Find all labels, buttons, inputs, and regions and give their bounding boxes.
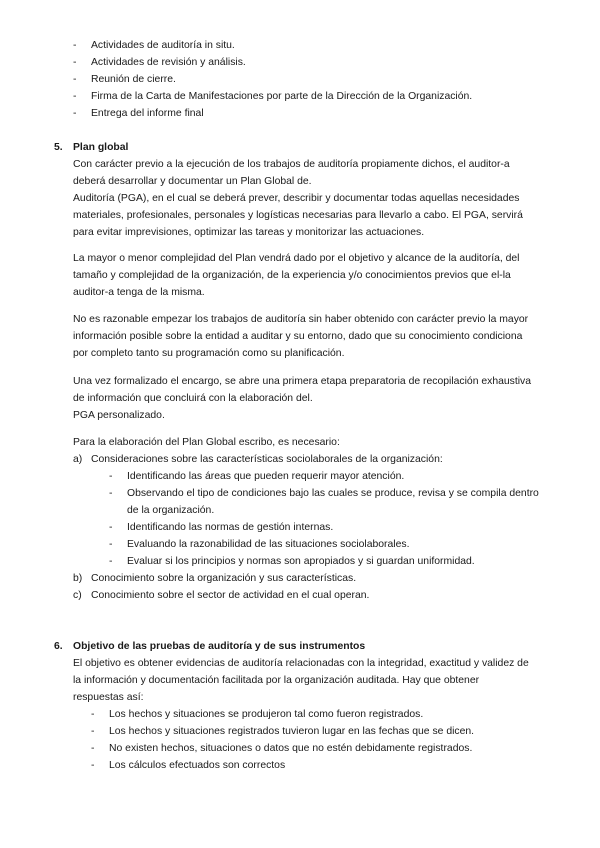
item-letter: b) [73,573,83,584]
section-5-paragraph-4 [73,373,543,424]
section-5-paragraph-5 [73,434,543,451]
dash-marker: - [91,743,95,754]
paragraph-line: El objetivo es obtener evidencias de auditoría relacionadas con la integridad, exactitud y validez de [73,658,529,669]
dash-marker: - [73,40,77,51]
section-6-title: Objetivo de las pruebas de auditoría y de sus instrumentos [73,641,366,652]
list-item [0,54,600,71]
dash-marker: - [73,74,77,85]
paragraph-line: deberá desarrollar y documentar un Plan Global de. [73,176,312,187]
paragraph-line: por completo tanto su programación como su planificación. [73,348,345,359]
section-5-paragraph-2 [73,250,543,301]
list-item-text: Los cálculos efectuados son correctos [109,760,286,771]
dash-marker: - [91,760,95,771]
paragraph-line: tamaño y complejidad de la organización, de la experiencia y/o conocimientos previos que el-la [73,270,511,281]
sub-item-line: Observando el tipo de condiciones bajo las cuales se produce, revisa y se compila dentro [127,488,539,499]
list-item [0,706,600,723]
list-item [0,71,600,88]
sub-item-text [127,536,567,553]
sub-item-text [127,485,567,519]
sub-item-line: Identificando las normas de gestión internas. [127,522,334,533]
list-item-text: Reunión de cierre. [91,74,176,85]
dash-marker: - [109,556,113,567]
dash-marker: - [109,488,113,499]
sub-item-text [127,468,567,485]
dash-marker: - [109,522,113,533]
paragraph-line: No es razonable empezar los trabajos de auditoría sin haber obtenido con carácter previo la mayor [73,314,529,325]
paragraph-line: Una vez formalizado el encargo, se abre una primera etapa preparatoria de recopilación exhaustiva [73,376,532,387]
paragraph-line: materiales, profesionales, personales y logísticas necesarias para llevarlo a cabo. El PGA, servirá [73,210,523,221]
sub-item-line: Evaluar si los principios y normas son apropiados y si guardan uniformidad. [127,556,475,567]
list-item-text: Los hechos y situaciones se produjeron tal como fueron registrados. [109,709,424,720]
dash-marker: - [109,539,113,550]
item-text: Conocimiento sobre la organización y sus características. [91,573,357,584]
sub-item-line: de la organización. [127,505,215,516]
section-5-paragraph-3 [73,311,543,362]
list-item-text: Firma de la Carta de Manifestaciones por parte de la Dirección de la Organización. [91,91,473,102]
lettered-item-a [0,451,600,468]
item-text: Conocimiento sobre el sector de actividad en el cual operan. [91,590,370,601]
dash-marker: - [73,91,77,102]
paragraph-line: Para la elaboración del Plan Global escribo, es necesario: [73,437,340,448]
item-letter: a) [73,454,83,465]
list-item [0,105,600,122]
section-5-title: Plan global [73,142,129,153]
section-6-number: 6. [54,641,63,652]
lettered-item-c [0,587,600,604]
section-5-paragraph-1 [73,156,543,241]
sub-item-line: Identificando las áreas que pueden requerir mayor atención. [127,471,405,482]
list-item [0,37,600,54]
dash-marker: - [73,108,77,119]
list-item-text: Entrega del informe final [91,108,204,119]
list-item-text: Los hechos y situaciones registrados tuvieron lugar en las fechas que se dicen. [109,726,475,737]
paragraph-line: de información que concluirá con la elaboración del. [73,393,313,404]
sub-item-text [127,519,567,536]
paragraph-line: respuestas así: [73,692,144,703]
dash-marker: - [91,709,95,720]
dash-marker: - [73,57,77,68]
sub-item-text [127,553,567,570]
paragraph-line: PGA personalizado. [73,410,165,421]
sub-item-line: Evaluando la razonabilidad de las situaciones sociolaborales. [127,539,410,550]
item-text: Consideraciones sobre las características sociolaborales de la organización: [91,454,443,465]
dash-marker: - [109,471,113,482]
list-item [0,88,600,105]
item-letter: c) [73,590,82,601]
list-item [0,740,600,757]
section-6-paragraph-1 [73,655,543,706]
paragraph-line: la información y documentación facilitada por la organización auditada. Hay que obtener [73,675,480,686]
list-item [0,723,600,740]
paragraph-line: La mayor o menor complejidad del Plan vendrá dado por el objetivo y alcance de la auditoría, del [73,253,520,264]
paragraph-line: información posible sobre la entidad a auditar y su entorno, dado que su conocimiento condiciona [73,331,523,342]
lettered-item-b [0,570,600,587]
paragraph-line: auditor-a tenga de la misma. [73,287,205,298]
paragraph-line: Con carácter previo a la ejecución de los trabajos de auditoría propiamente dichos, el auditor-a [73,159,510,170]
list-item [0,757,600,774]
paragraph-line: para evitar imprevisiones, optimizar las tareas y monitorizar las actuaciones. [73,227,425,238]
list-item-text: Actividades de revisión y análisis. [91,57,246,68]
section-5-number: 5. [54,142,63,153]
list-item-text: Actividades de auditoría in situ. [91,40,235,51]
paragraph-line: Auditoría (PGA), en el cual se deberá prever, describir y documentar todas aquellas necesidades [73,193,520,204]
list-item-text: No existen hechos, situaciones o datos que no estén debidamente registrados. [109,743,473,754]
dash-marker: - [91,726,95,737]
